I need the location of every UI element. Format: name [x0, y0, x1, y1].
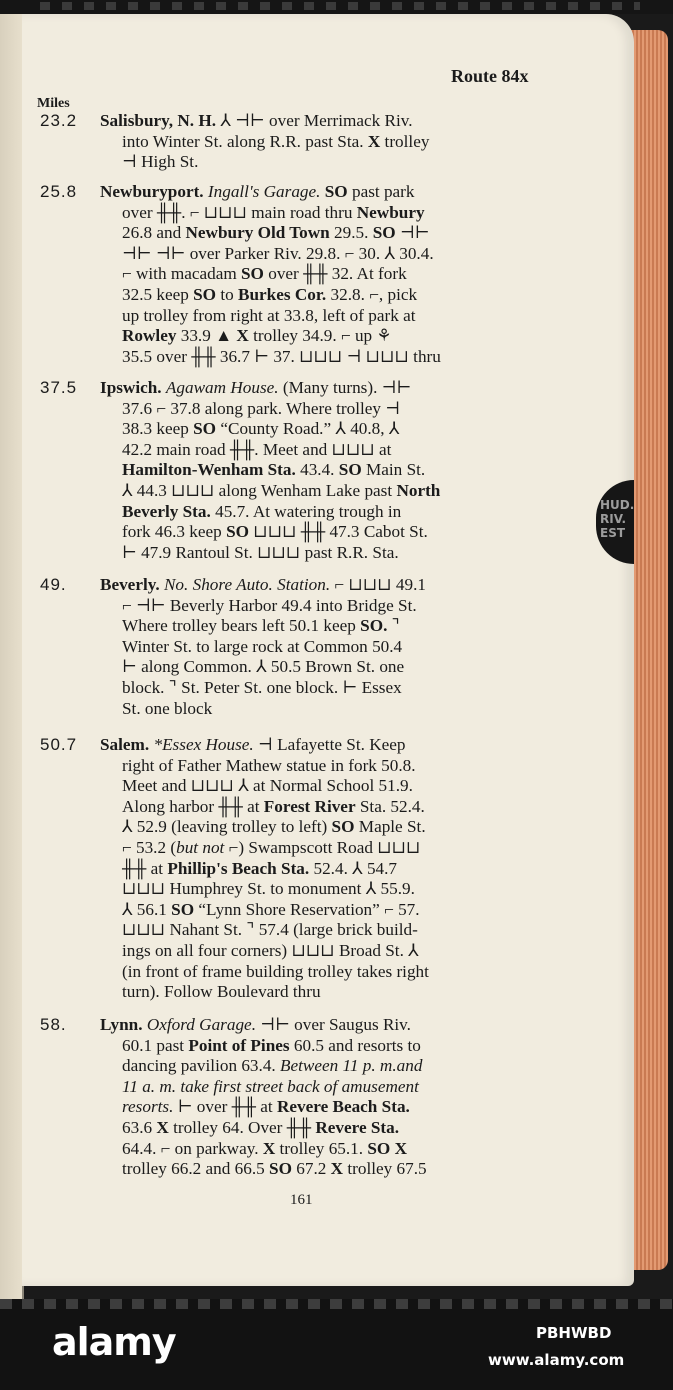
entry-line: up trolley from right at 33.8, left of park at — [122, 305, 416, 325]
entry-line: St. one block — [122, 698, 213, 718]
entry-line: ⌐ ⊣⊢ Beverly Harbor 49.4 into Bridge St. — [122, 595, 417, 615]
entry-line: Beverly Sta. 45.7. At watering trough in — [122, 501, 402, 521]
tab-label-line: HUD. — [600, 498, 635, 512]
entry-line: 11 a. m. take first street back of amusement — [122, 1076, 419, 1096]
entry-line: Lynn. Oxford Garage. ⊣⊢ over Saugus Riv. — [100, 1015, 411, 1034]
entry-line: ings on all four corners) ⊔⊔⊔ Broad St. ⅄ — [122, 940, 419, 960]
entry-line: Newburyport. Ingall's Garage. SO past park — [100, 182, 415, 201]
entry-line: Rowley 33.9 ▲ X trolley 34.9. ⌐ up ⚘ — [122, 326, 392, 346]
entry-line: ⅄ 56.1 SO “Lynn Shore Reservation” ⌐ 57. — [122, 899, 420, 919]
watermark-image-id: PBHWBD — [536, 1324, 612, 1342]
entry-line: ⊣ High St. — [122, 152, 199, 172]
mileage: 49. — [40, 575, 67, 594]
entry-line: Meet and ⊔⊔⊔ ⅄ at Normal School 51.9. — [122, 776, 413, 796]
entry-line: right of Father Mathew statue in fork 50.8. — [122, 755, 416, 775]
mileage: 50.7 — [40, 735, 78, 754]
tab-label-line: EST — [600, 526, 626, 540]
entry-line: Beverly. No. Shore Auto. Station. ⌐ ⊔⊔⊔ 49.1 — [100, 575, 426, 594]
entry-text — [100, 378, 554, 563]
mileage: 23.2 — [40, 111, 78, 130]
entry-line: 32.5 keep SO to Burkes Cor. 32.8. ⌐, pick — [122, 284, 418, 304]
entry-text — [100, 182, 554, 367]
watermark-site: www.alamy.com — [488, 1351, 625, 1369]
entry-line: turn). Follow Boulevard thru — [122, 982, 321, 1002]
entry-line: ⊣⊢ ⊣⊢ over Parker Riv. 29.8. ⌐ 30. ⅄ 30.4. — [122, 243, 434, 263]
entry-line: 26.8 and Newbury Old Town 29.5. SO ⊣⊢ — [122, 223, 430, 243]
entry-line: Along harbor ╫╫ at Forest River Sta. 52.4. — [122, 796, 425, 816]
mileage: 25.8 — [40, 182, 78, 201]
entry-line: ╫╫ at Phillip's Beach Sta. 52.4. ⅄ 54.7 — [122, 858, 398, 878]
tab-label-line: RIV. — [600, 512, 627, 526]
entry-line: 37.6 ⌐ 37.8 along park. Where trolley ⊣ — [122, 398, 401, 418]
entry-line: block. ⌝ St. Peter St. one block. ⊢ Essex — [122, 677, 402, 697]
entry-line: Salem. *Essex House. ⊣ Lafayette St. Keep — [100, 735, 406, 754]
entry-line: Winter St. to large rock at Common 50.4 — [122, 636, 403, 656]
entry-line: 42.2 main road ╫╫. Meet and ⊔⊔⊔ at — [122, 439, 392, 459]
route-header: Route 84x — [451, 66, 529, 86]
entry-line: 35.5 over ╫╫ 36.7 ⊢ 37. ⊔⊔⊔ ⊣ ⊔⊔⊔ thru — [122, 346, 441, 366]
entry-line: dancing pavilion 63.4. Between 11 p. m.and — [122, 1056, 423, 1076]
entry-line: fork 46.3 keep SO ⊔⊔⊔ ╫╫ 47.3 Cabot St. — [122, 522, 428, 542]
entry-line: ⊢ along Common. ⅄ 50.5 Brown St. one — [122, 657, 405, 677]
entry-text — [100, 735, 554, 1003]
entry-line: ⊔⊔⊔ Humphrey St. to monument ⅄ 55.9. — [122, 879, 415, 899]
entry-line: ⌐ with macadam SO over ╫╫ 32. At fork — [122, 264, 407, 284]
entry-line: 63.6 X trolley 64. Over ╫╫ Revere Sta. — [122, 1117, 400, 1137]
entry-line: 60.1 past Point of Pines 60.5 and resorts to — [122, 1035, 421, 1055]
photo-top-edge — [0, 0, 673, 14]
entry-line: (in front of frame building trolley takes right — [122, 961, 429, 981]
entry-line: into Winter St. along R.R. past Sta. X trolley — [122, 131, 430, 151]
entry-line: over ╫╫. ⌐ ⊔⊔⊔ main road thru Newbury — [122, 202, 425, 222]
entry-line: ⅄ 44.3 ⊔⊔⊔ along Wenham Lake past North — [122, 480, 441, 500]
entry-line: ⊔⊔⊔ Nahant St. ⌝ 57.4 (large brick build- — [122, 920, 418, 940]
entry-text — [100, 1015, 554, 1180]
entry-line: Salisbury, N. H. ⅄ ⊣⊢ over Merrimack Riv. — [100, 111, 413, 130]
entry-line: Hamilton-Wenham Sta. 43.4. SO Main St. — [122, 460, 426, 480]
adjacent-page-edge — [0, 14, 24, 1299]
entry-text — [100, 111, 554, 173]
miles-column-label: Miles — [37, 96, 70, 111]
entry-line: trolley 66.2 and 66.5 SO 67.2 X trolley 67.5 — [122, 1159, 427, 1179]
entry-line: resorts. ⊢ over ╫╫ at Revere Beach Sta. — [122, 1097, 410, 1117]
mileage: 58. — [40, 1015, 67, 1034]
entry-line: 64.4. ⌐ on parkway. X trolley 65.1. SO X — [122, 1138, 408, 1158]
mileage: 37.5 — [40, 378, 78, 397]
entry-line: Ipswich. Agawam House. (Many turns). ⊣⊢ — [100, 378, 412, 397]
entry-text — [100, 575, 554, 719]
page-number: 161 — [290, 1192, 313, 1208]
entry-line: 38.3 keep SO “County Road.” ⅄ 40.8, ⅄ — [122, 419, 400, 439]
entry-line: Where trolley bears left 50.1 keep SO. ⌝ — [122, 616, 400, 636]
entry-line: ⌐ 53.2 (but not ⌐) Swampscott Road ⊔⊔⊔ — [122, 837, 421, 857]
entry-line: ⅄ 52.9 (leaving trolley to left) SO Maple St. — [122, 817, 426, 837]
entry-line: ⊢ 47.9 Rantoul St. ⊔⊔⊔ past R.R. Sta. — [122, 542, 399, 562]
watermark-logo: alamy — [52, 1320, 176, 1364]
